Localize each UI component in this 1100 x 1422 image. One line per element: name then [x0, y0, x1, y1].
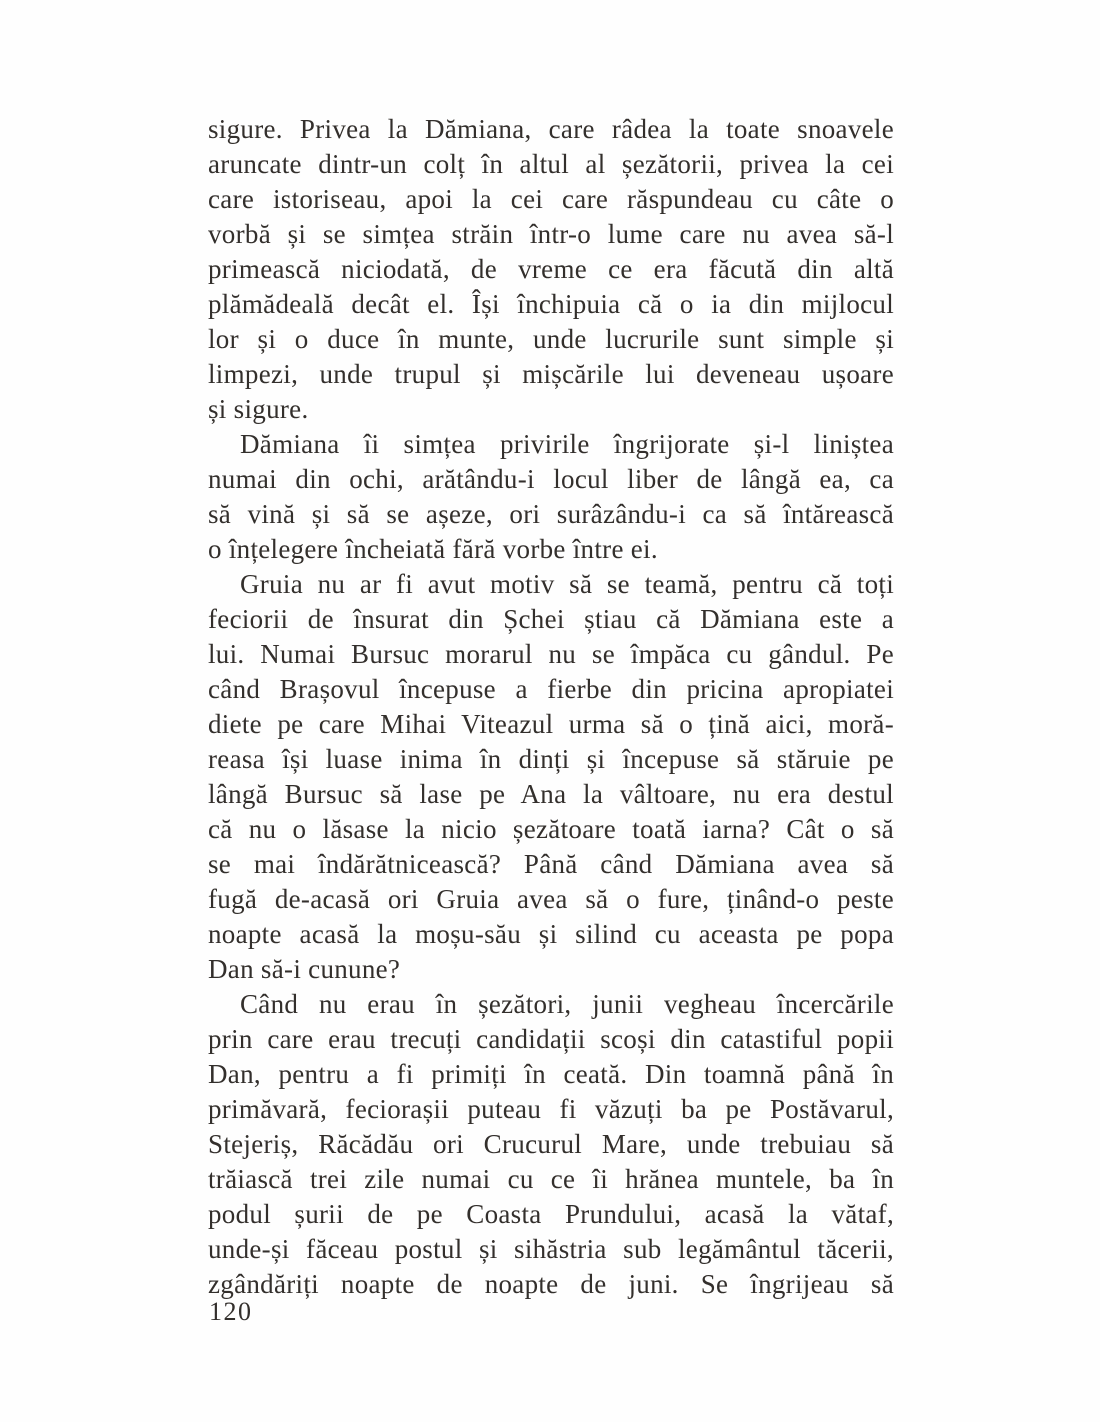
text-line: zgândăriți noapte de noapte de juni. Se îngrijeau să — [208, 1269, 894, 1299]
text-line: aruncate dintr-un colț în altul al șezătorii, privea la cei — [208, 149, 894, 179]
text-line: diete pe care Mihai Viteazul urma să o țină aici, moră- — [208, 709, 894, 739]
text-line: primăvară, feciorașii puteau fi văzuți ba pe Postăvarul, — [208, 1094, 894, 1124]
text-line: prin care erau trecuți candidații scoși din catastiful popii — [208, 1024, 894, 1054]
paragraph — [208, 112, 894, 427]
text-line: podul șurii de pe Coasta Prundului, acasă la vătaf, — [208, 1199, 894, 1229]
text-line: să vină și să se așeze, ori surâzându-i ca să întărească — [208, 499, 894, 529]
text-line: Când nu erau în șezători, junii vegheau încercările — [240, 989, 894, 1019]
text-line: noapte acasă la moșu-său și silind cu aceasta pe popa — [208, 919, 894, 949]
text-line: numai din ochi, arătându-i locul liber de lângă ea, ca — [208, 464, 894, 494]
text-line: sigure. Privea la Dămiana, care râdea la toate snoavele — [208, 114, 894, 144]
text-line: Dămiana îi simțea privirile îngrijorate și-l liniștea — [240, 429, 894, 459]
text-line: Dan să-i cunune? — [208, 954, 401, 984]
text-line: vorbă și se simțea străin într-o lume care nu avea să-l — [208, 219, 894, 249]
paragraph — [208, 987, 894, 1302]
text-line: o înțelegere încheiată fără vorbe între ei. — [208, 534, 658, 564]
text-line: care istoriseau, apoi la cei care răspundeau cu câte o — [208, 184, 894, 214]
text-line: fugă de-acasă ori Gruia avea să o fure, ținând-o peste — [208, 884, 894, 914]
text-line: și sigure. — [208, 394, 309, 424]
text-line: că nu o lăsase la nicio șezătoare toată iarna? Cât o să — [208, 814, 894, 844]
text-line: plămădeală decât el. Își închipuia că o ia din mijlocul — [208, 289, 894, 319]
paragraph — [208, 567, 894, 987]
text-line: reasa își luase inima în dinți și începuse să stăruie pe — [208, 744, 894, 774]
text-line: lor și o duce în munte, unde lucrurile sunt simple și — [208, 324, 894, 354]
paragraph — [208, 427, 894, 567]
text-line: feciorii de însurat din Șchei știau că Dămiana este a — [208, 604, 894, 634]
text-line: lui. Numai Bursuc morarul nu se împăca cu gândul. Pe — [208, 639, 894, 669]
text-line: primească niciodată, de vreme ce era făcută din altă — [208, 254, 894, 284]
text-line: Stejeriș, Răcădău ori Crucurul Mare, unde trebuiau să — [208, 1129, 894, 1159]
text-line: trăiască trei zile numai cu ce îi hrănea muntele, ba în — [208, 1164, 894, 1194]
text-line: limpezi, unde trupul și mișcările lui deveneau ușoare — [208, 359, 894, 389]
text-line: Dan, pentru a fi primiți în ceată. Din toamnă până în — [208, 1059, 894, 1089]
text-line: când Brașovul începuse a fierbe din pricina apropiatei — [208, 674, 894, 704]
text-block — [208, 112, 894, 1302]
text-line: se mai îndărătnicească? Până când Dămiana avea să — [208, 849, 894, 879]
page-number: 120 — [209, 1297, 253, 1326]
text-line: Gruia nu ar fi avut motiv să se teamă, pentru că toți — [240, 569, 894, 599]
text-line: lângă Bursuc să lase pe Ana la vâltoare, nu era destul — [208, 779, 894, 809]
text-line: unde-și făceau postul și sihăstria sub legământul tăcerii, — [208, 1234, 894, 1264]
